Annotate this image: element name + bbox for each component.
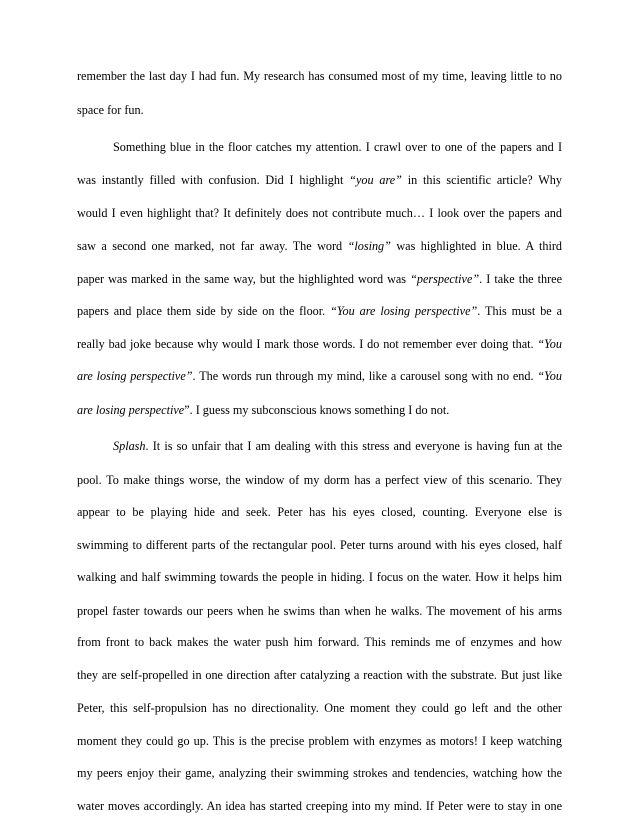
italic-segment: “you are”	[349, 173, 402, 187]
text-segment: really bad joke because why would I mark those words. I do not remember ever doing that.	[77, 337, 538, 351]
line-text	[77, 667, 562, 683]
italic-segment: “You are losing perspective”	[330, 304, 478, 318]
text-segment: appear to be playing hide and seek. Peter has his eyes closed, counting. Everyone else is	[77, 505, 562, 519]
line-text	[113, 139, 562, 155]
line-text	[77, 271, 562, 287]
text-segment: in this scientific article? Why	[401, 173, 562, 187]
line-text	[77, 205, 562, 221]
line-text	[77, 603, 562, 619]
line-text	[77, 336, 562, 352]
text-segment: . I take the three	[479, 272, 562, 286]
text-segment: . This must be a	[477, 304, 563, 318]
text-segment: was instantly filled with confusion. Did I highlight	[77, 173, 350, 187]
line-text	[77, 172, 562, 188]
text-segment: propel faster towards our peers when he swims than when he walks. The movement of his arms	[77, 604, 562, 618]
italic-segment: “perspective”	[410, 272, 480, 286]
italic-segment: are losing perspective	[77, 403, 185, 417]
italic-segment: “You	[537, 337, 562, 351]
text-segment: remember the last day I had fun. My research has consumed most of my time, leaving little to no	[77, 69, 562, 83]
line-text	[77, 472, 562, 488]
line-text	[77, 68, 562, 84]
line-text	[77, 504, 562, 520]
text-segment: moment they could go up. This is the precise problem with enzymes as motors! I keep watching	[77, 734, 562, 748]
line-text	[77, 102, 562, 118]
text-segment: my peers enjoy their game, analyzing their swimming strokes and tendencies, watching how the	[77, 766, 562, 780]
line-text	[77, 733, 562, 749]
line-text	[77, 537, 562, 553]
line-text	[77, 238, 562, 254]
line-text	[77, 798, 562, 814]
text-segment: was highlighted in blue. A third	[390, 239, 562, 253]
text-segment: papers and place them side by side on the floor.	[77, 304, 331, 318]
italic-segment: “You	[537, 369, 562, 383]
text-segment: they are self-propelled in one direction after catalyzing a reaction with the substrate. But just like	[77, 668, 562, 682]
italic-segment: are losing perspective”	[77, 369, 193, 383]
line-text	[77, 569, 562, 585]
line-text	[77, 765, 562, 781]
text-segment: from front to back makes the water push him forward. This reminds me of enzymes and how	[77, 635, 562, 649]
text-segment: saw a second one marked, not far away. The word	[77, 239, 348, 253]
line-text	[77, 303, 562, 319]
line-text	[77, 368, 562, 384]
text-segment: walking and half swimming towards the people in hiding. I focus on the water. How it helps him	[77, 570, 562, 584]
text-segment: Something blue in the floor catches my attention. I crawl over to one of the papers and I	[113, 140, 562, 154]
line-text	[77, 700, 562, 716]
text-segment: . The words run through my mind, like a carousel song with no end.	[192, 369, 538, 383]
text-segment: space for fun.	[77, 103, 144, 117]
text-segment: ”. I guess my subconscious knows something I do not.	[184, 403, 450, 417]
text-segment: Peter, this self-propulsion has no directionality. One moment they could go left and the other	[77, 701, 562, 715]
line-text	[77, 634, 562, 650]
text-segment: paper was marked in the same way, but the highlighted word was	[77, 272, 411, 286]
text-segment: water moves accordingly. An idea has started creeping into my mind. If Peter were to stay in one	[77, 799, 562, 813]
text-segment: swimming to different parts of the rectangular pool. Peter turns around with his eyes closed, half	[77, 538, 562, 552]
text-segment: . It is so unfair that I am dealing with this stress and everyone is having fun at the	[145, 439, 562, 453]
line-text	[77, 402, 562, 418]
italic-segment: Splash	[113, 439, 146, 453]
text-segment: pool. To make things worse, the window of my dorm has a perfect view of this scenario. They	[77, 473, 562, 487]
text-segment: would I even highlight that? It definitely does not contribute much… I look over the papers and	[77, 206, 562, 220]
italic-segment: “losing”	[347, 239, 391, 253]
line-text	[113, 438, 562, 454]
